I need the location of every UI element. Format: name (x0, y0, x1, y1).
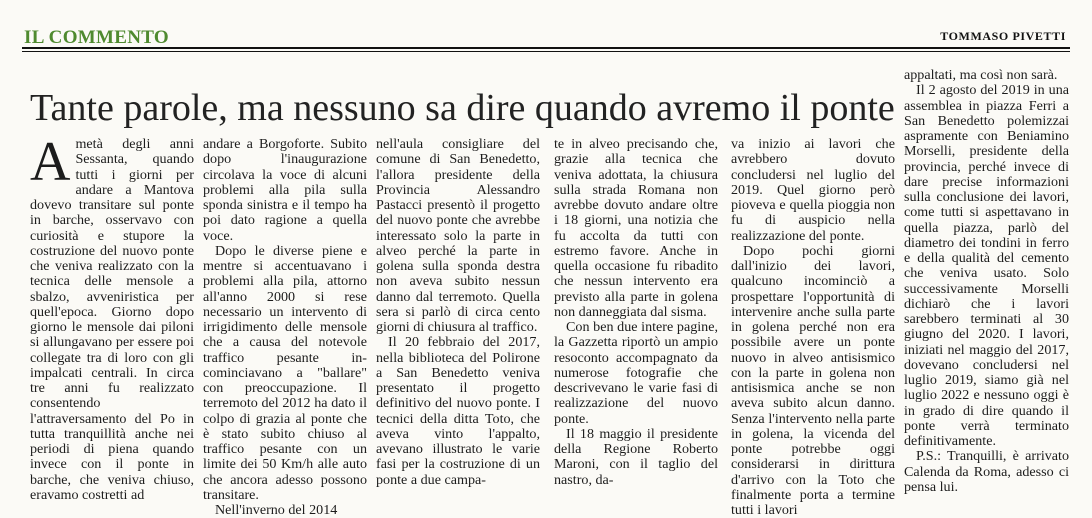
drop-cap: A (30, 131, 71, 193)
article-column-5 (731, 136, 895, 518)
article-paragraph: appaltati, ma così non sarà. (904, 67, 1058, 83)
article-paragraph: Il 20 febbraio del 2017, nella biblioteca del Polirone a San Benedetto veniva presentato il progetto definitivo del nuovo ponte. I tecnici della ditta Toto, che aveva vinto l'appalto, avevano illustrato le varie fasi per la costruzione di un ponte a due campa- (376, 334, 540, 488)
headline: Tante parole, ma nessuno sa dire quando avremo il ponte (30, 87, 895, 130)
article-paragraph: P.S.: Tranquilli, è arrivato Calenda da Roma, adesso ci pensa lui. (904, 448, 1069, 495)
article-column-4 (554, 136, 718, 488)
article-column-2 (203, 136, 367, 518)
paragraph-text: metà degli anni Sessanta, quando tutti i giorni per andare a Mantova dovevo transitare sul ponte in barche, osservavo con curiosità e stupore la costruzione del nuovo ponte che veniva realizzato con la tecnica delle mensole a sbalzo, avveniristica per quell'epoca. Giorno dopo giorno le mensole dai piloni si allungavano per essere poi collegate tra di loro con gli impalcati centrali. In circa tre anni fu realizzato consentendo l'attraversamento del Po in tutta tranquillità anche nei periodi di piena quando invece con il ponte in barche, che veniva chiuso, eravamo costretti ad (30, 136, 194, 503)
header-rule (22, 47, 1070, 49)
article-column-6 (904, 67, 1069, 495)
author-name: TOMMASO PIVETTI (940, 29, 1066, 43)
article-paragraph: Con ben due intere pagine, la Gazzetta riportò un ampio resoconto accompagnato da numerose fotografie che descrivevano le varie fasi di realizzazione del nuovo ponte. (554, 319, 718, 427)
article-paragraph: va inizio ai lavori che avrebbero dovuto concludersi nel luglio del 2019. Quel giorno però pioveva e quella pioggia non fu di auspicio nella realizzazione del ponte. (731, 136, 895, 244)
section-kicker: IL COMMENTO (24, 27, 169, 48)
article-paragraph: Il 2 agosto del 2019 in una assemblea in piazza Ferri a San Benedetto polemizzai aspramente con Beniamino Morselli, presidente della provincia, perché invece di dare precise informazioni sulla conclusione dei lavori, come tutti si aspettavano in quella piazza, parlò del diametro dei tondini in ferro e della qualità del cemento che veniva usato. Solo successivamente Morselli dichiarò che i lavori sarebbero terminati al 30 giugno del 2020. I lavori, iniziati nel maggio del 2017, dovevano concludersi nel luglio 2019, siamo già nel luglio 2022 e nessuno oggi è in grado di dire quando il ponte verrà terminato definitivamente. (904, 82, 1069, 449)
article-paragraph (30, 131, 194, 503)
article-paragraph: andare a Borgoforte. Subito dopo l'inaugurazione circolava la voce di alcuni problemi alla pila sulla sponda sinistra e il tempo ha poi dato ragione a quella voce. (203, 136, 367, 244)
article-paragraph: Il 18 maggio il presidente della Regione Roberto Maroni, con il taglio del nastro, da- (554, 425, 718, 488)
article-paragraph: Dopo pochi giorni dall'inizio dei lavori, qualcuno incominciò a prospettare l'opportunità di intervenire anche sulla parte in golena perché non era possibile avere un ponte nuovo in alveo antisismico con la parte in golena non antisismica anche se non aveva subito alcun danno. Senza l'intervento nella parte in golena, la vicenda del ponte potrebbe oggi considerarsi in dirittura d'arrivo con la Toto che finalmente porta a termine tutti i lavori (731, 242, 895, 518)
article-paragraph: te in alveo precisando che, grazie alla tecnica che veniva adottata, la chiusura sulla strada Romana non avrebbe dovuto andare oltre i 18 giorni, una notizia che fu accolta da tutti con estremo favore. Anche in quella occasione fu ribadito che nessun intervento era previsto alla parte in golena non danneggiata dal sisma. (554, 136, 718, 320)
article-paragraph: Dopo le diverse piene e mentre si accentuavano i problemi alla pila, attorno all'anno 2000 si rese necessario un intervento di irrigidimento delle mensole che a causa del notevole traffico pesante in-cominciavano a "ballare" con preoccupazione. Il terremoto del 2012 ha dato il colpo di grazia al ponte che è stato subito chiuso al traffico pesante con un limite dei 50 Km/h alle auto che ancora adesso possono transitare. (203, 242, 367, 503)
article-paragraph: nell'aula consigliare del comune di San Benedetto, l'allora presidente della Provincia Alessandro Pastacci presentò il progetto del nuovo ponte che avrebbe interessato solo la parte in alveo perché la parte in golena sulla sponda destra non aveva subito nessun danno dal terremoto. Quella sera si parlò di circa cento giorni di chiusura al traffico. (376, 136, 540, 335)
article-column-1 (30, 131, 194, 503)
article-paragraph: Nell'inverno del 2014 (215, 502, 338, 518)
header-rule-thin (22, 51, 1070, 52)
article-column-3 (376, 136, 540, 488)
